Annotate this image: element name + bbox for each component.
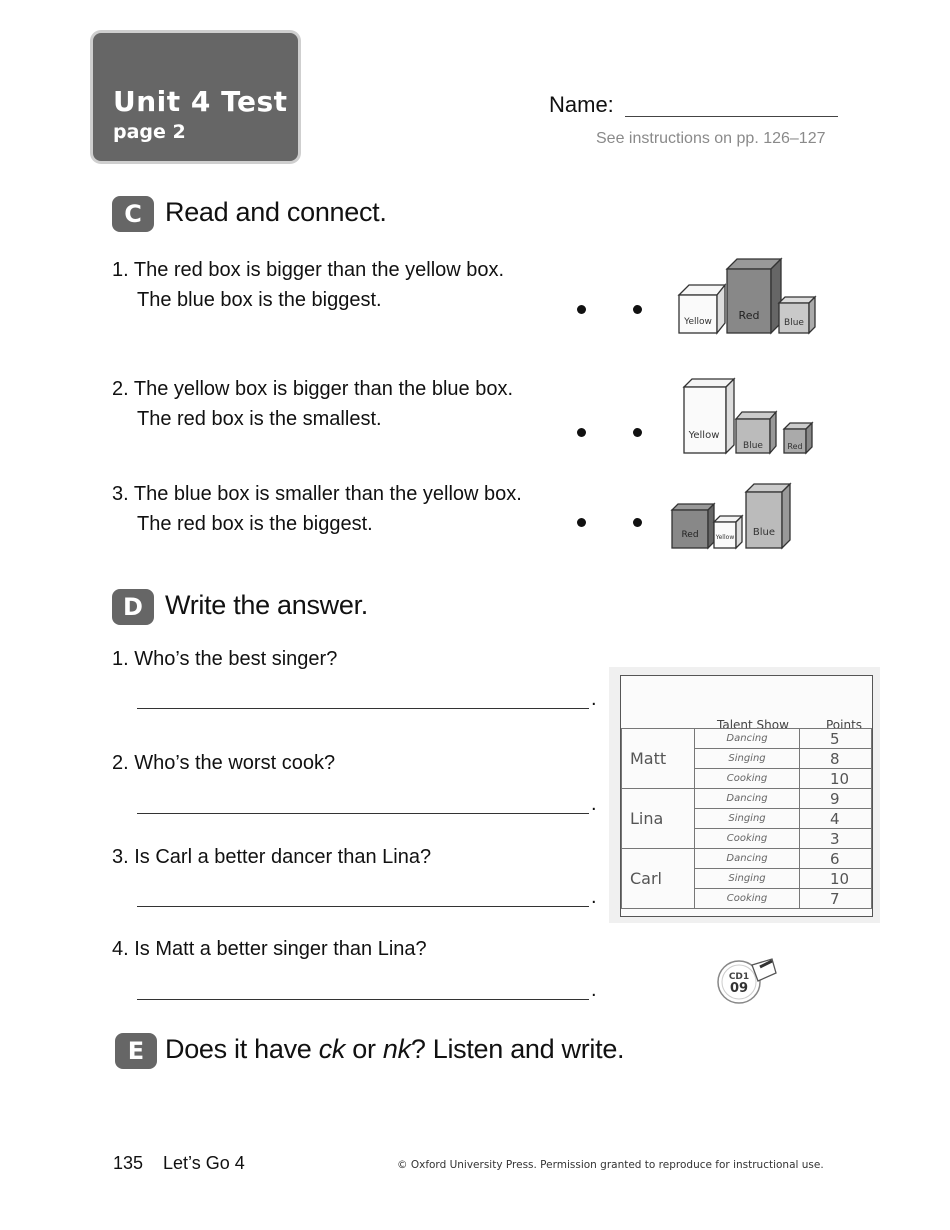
connect-item-1: [112, 257, 532, 312]
table-points-cell: 5: [800, 729, 872, 749]
cd-label: CD1: [728, 972, 750, 982]
connect-dot-left-3[interactable]: [577, 518, 586, 527]
instructions-note: See instructions on pp. 126–127: [596, 130, 826, 147]
answer-period: .: [591, 979, 597, 1001]
question-1: 1. Who’s the best singer?: [112, 648, 338, 670]
table-points-cell: 10: [800, 769, 872, 789]
table-activity-cell: Dancing: [695, 849, 800, 869]
answer-period: .: [591, 688, 597, 710]
section-d-title: Write the answer.: [165, 590, 368, 620]
connect-dot-left-2[interactable]: [577, 428, 586, 437]
table-name-cell: Lina: [622, 789, 695, 849]
table-activity-cell: Cooking: [695, 769, 800, 789]
connect-dot-right-3[interactable]: [633, 518, 642, 527]
connect-item-3-sub: The red box is the biggest.: [137, 513, 373, 535]
section-e-title-part3: ? Listen and write.: [410, 1034, 625, 1064]
table-activity-cell: Cooking: [695, 889, 800, 909]
table-points-cell: 10: [800, 869, 872, 889]
table-name-cell: Matt: [622, 729, 695, 789]
box-label: Yellow: [684, 317, 712, 327]
table-points-cell: 7: [800, 889, 872, 909]
unit-header-tab: [93, 33, 298, 161]
connect-item-1-sub: The blue box is the biggest.: [137, 289, 382, 311]
connect-item-2-sub: The red box is the smallest.: [137, 408, 382, 430]
answer-line-2[interactable]: [137, 813, 589, 814]
table-row: [622, 729, 872, 749]
answer-line-3[interactable]: [137, 906, 589, 907]
section-e-badge: E: [115, 1033, 157, 1069]
connect-dot-right-2[interactable]: [633, 428, 642, 437]
section-e-title-ck: ck: [318, 1034, 346, 1064]
answer-line-1[interactable]: [137, 708, 589, 709]
table-activity-cell: Dancing: [695, 789, 800, 809]
connect-item-3-text: 3. The blue box is smaller than the yellow box.: [112, 483, 522, 505]
answer-period: .: [591, 886, 597, 908]
section-e-title-nk: nk: [382, 1034, 411, 1064]
section-c-title: Read and connect.: [165, 197, 387, 227]
table-row: [622, 789, 872, 809]
boxes-picture-1: [675, 255, 820, 337]
box-label: Red: [738, 309, 760, 322]
answer-period: .: [591, 793, 597, 815]
unit-title: Unit 4 Test: [113, 85, 288, 118]
connect-item-1-text: 1. The red box is bigger than the yellow box.: [112, 259, 505, 281]
table-name-cell: Carl: [622, 849, 695, 909]
table-activity-cell: Singing: [695, 869, 800, 889]
table-row: [622, 849, 872, 869]
cd-audio-icon: [716, 955, 780, 1007]
table-points-cell: 9: [800, 789, 872, 809]
talent-show-table: [609, 667, 880, 923]
section-e-title: [165, 1034, 624, 1065]
box-label: Red: [681, 530, 699, 540]
section-e-title-part1: Does it have: [165, 1034, 319, 1064]
boxes-picture-3: [668, 482, 793, 552]
table-header-points: Points: [826, 718, 863, 732]
footer-page-number: 135: [113, 1153, 144, 1173]
connect-item-2: [112, 376, 532, 431]
table-header-activity: Talent Show: [717, 718, 789, 732]
name-label: Name:: [549, 92, 614, 117]
box-label: Yellow: [715, 534, 735, 541]
talent-table-grid: [621, 728, 872, 909]
box-label: Blue: [752, 527, 776, 538]
connect-dot-left-1[interactable]: [577, 305, 586, 314]
question-2: 2. Who’s the worst cook?: [112, 752, 336, 774]
section-c-badge: C: [112, 196, 154, 232]
table-activity-cell: Singing: [695, 749, 800, 769]
box-label: Blue: [743, 441, 763, 451]
footer-copyright: © Oxford University Press. Permission granted to reproduce for instructional use.: [397, 1159, 824, 1171]
page-label: page 2: [113, 121, 186, 143]
connect-dot-right-1[interactable]: [633, 305, 642, 314]
footer-book-title: Let’s Go 4: [163, 1153, 245, 1173]
section-e-title-part2: or: [345, 1034, 383, 1064]
connect-item-3: [112, 481, 532, 536]
answer-line-4[interactable]: [137, 999, 589, 1000]
table-points-cell: 8: [800, 749, 872, 769]
box-label: Yellow: [688, 430, 720, 441]
box-label: Red: [787, 442, 803, 451]
table-activity-cell: Cooking: [695, 829, 800, 849]
question-4: 4. Is Matt a better singer than Lina?: [112, 938, 427, 960]
box-label: Blue: [784, 318, 804, 328]
boxes-picture-2: [680, 375, 815, 460]
question-3: 3. Is Carl a better dancer than Lina?: [112, 846, 432, 868]
table-points-cell: 3: [800, 829, 872, 849]
cd-track: 09: [729, 981, 749, 996]
table-activity-cell: Dancing: [695, 729, 800, 749]
name-field[interactable]: [625, 116, 838, 117]
table-activity-cell: Singing: [695, 809, 800, 829]
section-d-badge: D: [112, 589, 154, 625]
connect-item-2-text: 2. The yellow box is bigger than the blue box.: [112, 378, 513, 400]
table-points-cell: 6: [800, 849, 872, 869]
table-points-cell: 4: [800, 809, 872, 829]
